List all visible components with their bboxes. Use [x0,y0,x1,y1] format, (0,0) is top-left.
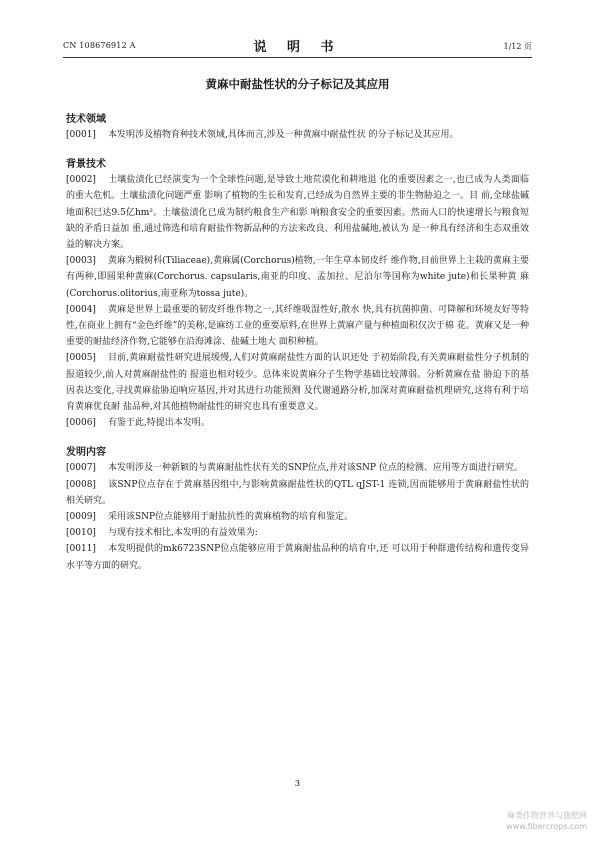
paragraph-text: 有鉴于此,特提出本发明。 [107,418,210,429]
paragraph [66,525,529,541]
paragraph [66,509,529,525]
paragraph-text: 本发明涉及植物育种技术领域,具体而言,涉及一种黄麻中耐盐性状 的分子标记及其应用。 [107,130,459,140]
document-body [66,110,529,586]
section-background [66,155,529,431]
paragraph-number: [0010] [66,528,96,539]
section-heading: 发明内容 [66,447,106,459]
paragraph-text: 黄麻是世界上最重要的韧皮纤维作物之一,其纤维吸湿性好,散水 快,具有抗菌抑菌、可降解和环境友好等特性,在商业上拥有“金色纤维”的美称,是麻纺工业的重要原料,在世界上黄麻产量与种植面积仅次于棉 花。黄麻又是一种重要的耐盐经济作物,它能够在沿海滩涂、盐碱土地大 面积种植。 [66,304,529,348]
paragraph-text: 目前,黄麻耐盐性研究进展缓慢,人们对黄麻耐盐性方面的认识还处 于初始阶段,有关黄麻耐盐性分子机制的报道较少,前人对黄麻耐盐性的 报道也相对较少。总体来说黄麻分子生物学基础比较薄弱。分析黄麻在盐 胁迫下的基因表达变化,寻找黄麻盐胁迫响应基因,并对其进行功能预测 及代谢通路分析,加深对黄麻耐盐机理研究,这将有利于培育黄麻优良耐 盐品种,对其他植物耐盐性的研究也具有重要意义。 [66,353,529,413]
paragraph-number: [0002] [66,175,96,186]
page-indicator: 1/12 页 [503,42,532,51]
paragraph-text: 土壤盐渍化已经演变为一个全球性问题,是导致土地荒漠化和耕地退 化的重要因素之一,也已成为人类面临的重大危机。土壤盐渍化问题严重 影响了植物的生长和发育,已经成为自然界主要的非生物胁迫之一。目 前,全球盐碱地面积已达9.5亿hm²。土壤盐渍化已成为制约粮食生产和影 响粮食安全的重要因素。然而人口的快速增长与粮食短缺的矛盾日益加 重,通过筛选和培育耐盐作物新品种的方法来改良、利用盐碱地,被认为 是一种具有经济和生态双重效益的解决方案。 [66,175,529,251]
patent-title: 黄麻中耐盐性状的分子标记及其应用 [205,77,390,91]
paragraph [66,460,529,476]
paragraph [66,415,529,431]
paragraph [66,172,529,253]
paragraph [66,350,529,415]
paragraph-number: [0005] [66,353,96,364]
paragraph-number: [0009] [66,512,96,523]
paragraph-text: 采用该SNP位点能够用于耐盐抗性的黄麻植物的培育和鉴定。 [107,512,354,523]
page-header [63,36,532,56]
paragraph-text: 黄麻为椴树科(Tiliaceae),黄麻属(Corchorus)植物,一年生草本韧皮纤 维作物,目前世界上主栽的黄麻主要有两种,即圆果种黄麻(Corchorus. capsularis,南亚的印度、孟加拉、尼泊尔等国称为white jute)和长果种黄 麻(Corchorus.olitorius,南亚称为tossa jute)。 [66,256,529,299]
paragraph [66,541,529,573]
page-number: 3 [294,779,301,789]
paragraph-number: [0004] [66,304,96,315]
paragraph-number: [0006] [66,418,96,429]
paragraph [66,127,529,143]
section-heading: 技术领域 [66,114,106,125]
section-technical-field [66,110,529,143]
paragraph-number: [0007] [66,463,96,474]
publication-number: CN 108676912 A [63,41,136,50]
watermark-line: 麻类作物营养与施肥网 [507,811,587,820]
paragraph-number: [0011] [66,544,96,555]
watermark-url: www.fibercrops.com [506,822,587,831]
watermark [506,810,587,832]
paragraph-number: [0001] [66,130,96,140]
paragraph [66,302,529,351]
section-summary [66,443,529,573]
paragraph-text: 与现有技术相比,本发明的有益效果为: [107,528,258,539]
paragraph [66,477,529,509]
paragraph-number: [0008] [66,479,96,490]
paragraph-number: [0003] [66,256,96,267]
document-type-title: 说 明 书 [253,40,342,55]
paragraph-text: 本发明涉及一种新颖的与黄麻耐盐性状有关的SNP位点,并对该SNP 位点的检测、应用等方面进行研究。 [107,463,523,474]
paragraph-text: 该SNP位点存在于黄麻基因组中,与影响黄麻耐盐性状的QTL qJST-1 连锁,因而能够用于黄麻耐盐性状的相关研究。 [66,479,529,506]
section-heading: 背景技术 [66,159,106,171]
header-divider [63,57,532,58]
paragraph [66,253,529,302]
paragraph-text: 本发明提供的mk6723SNP位点能够应用于黄麻耐盐品种的培育中,还 可以用于种群遗传结构和遗传变异水平等方面的研究。 [66,544,529,571]
